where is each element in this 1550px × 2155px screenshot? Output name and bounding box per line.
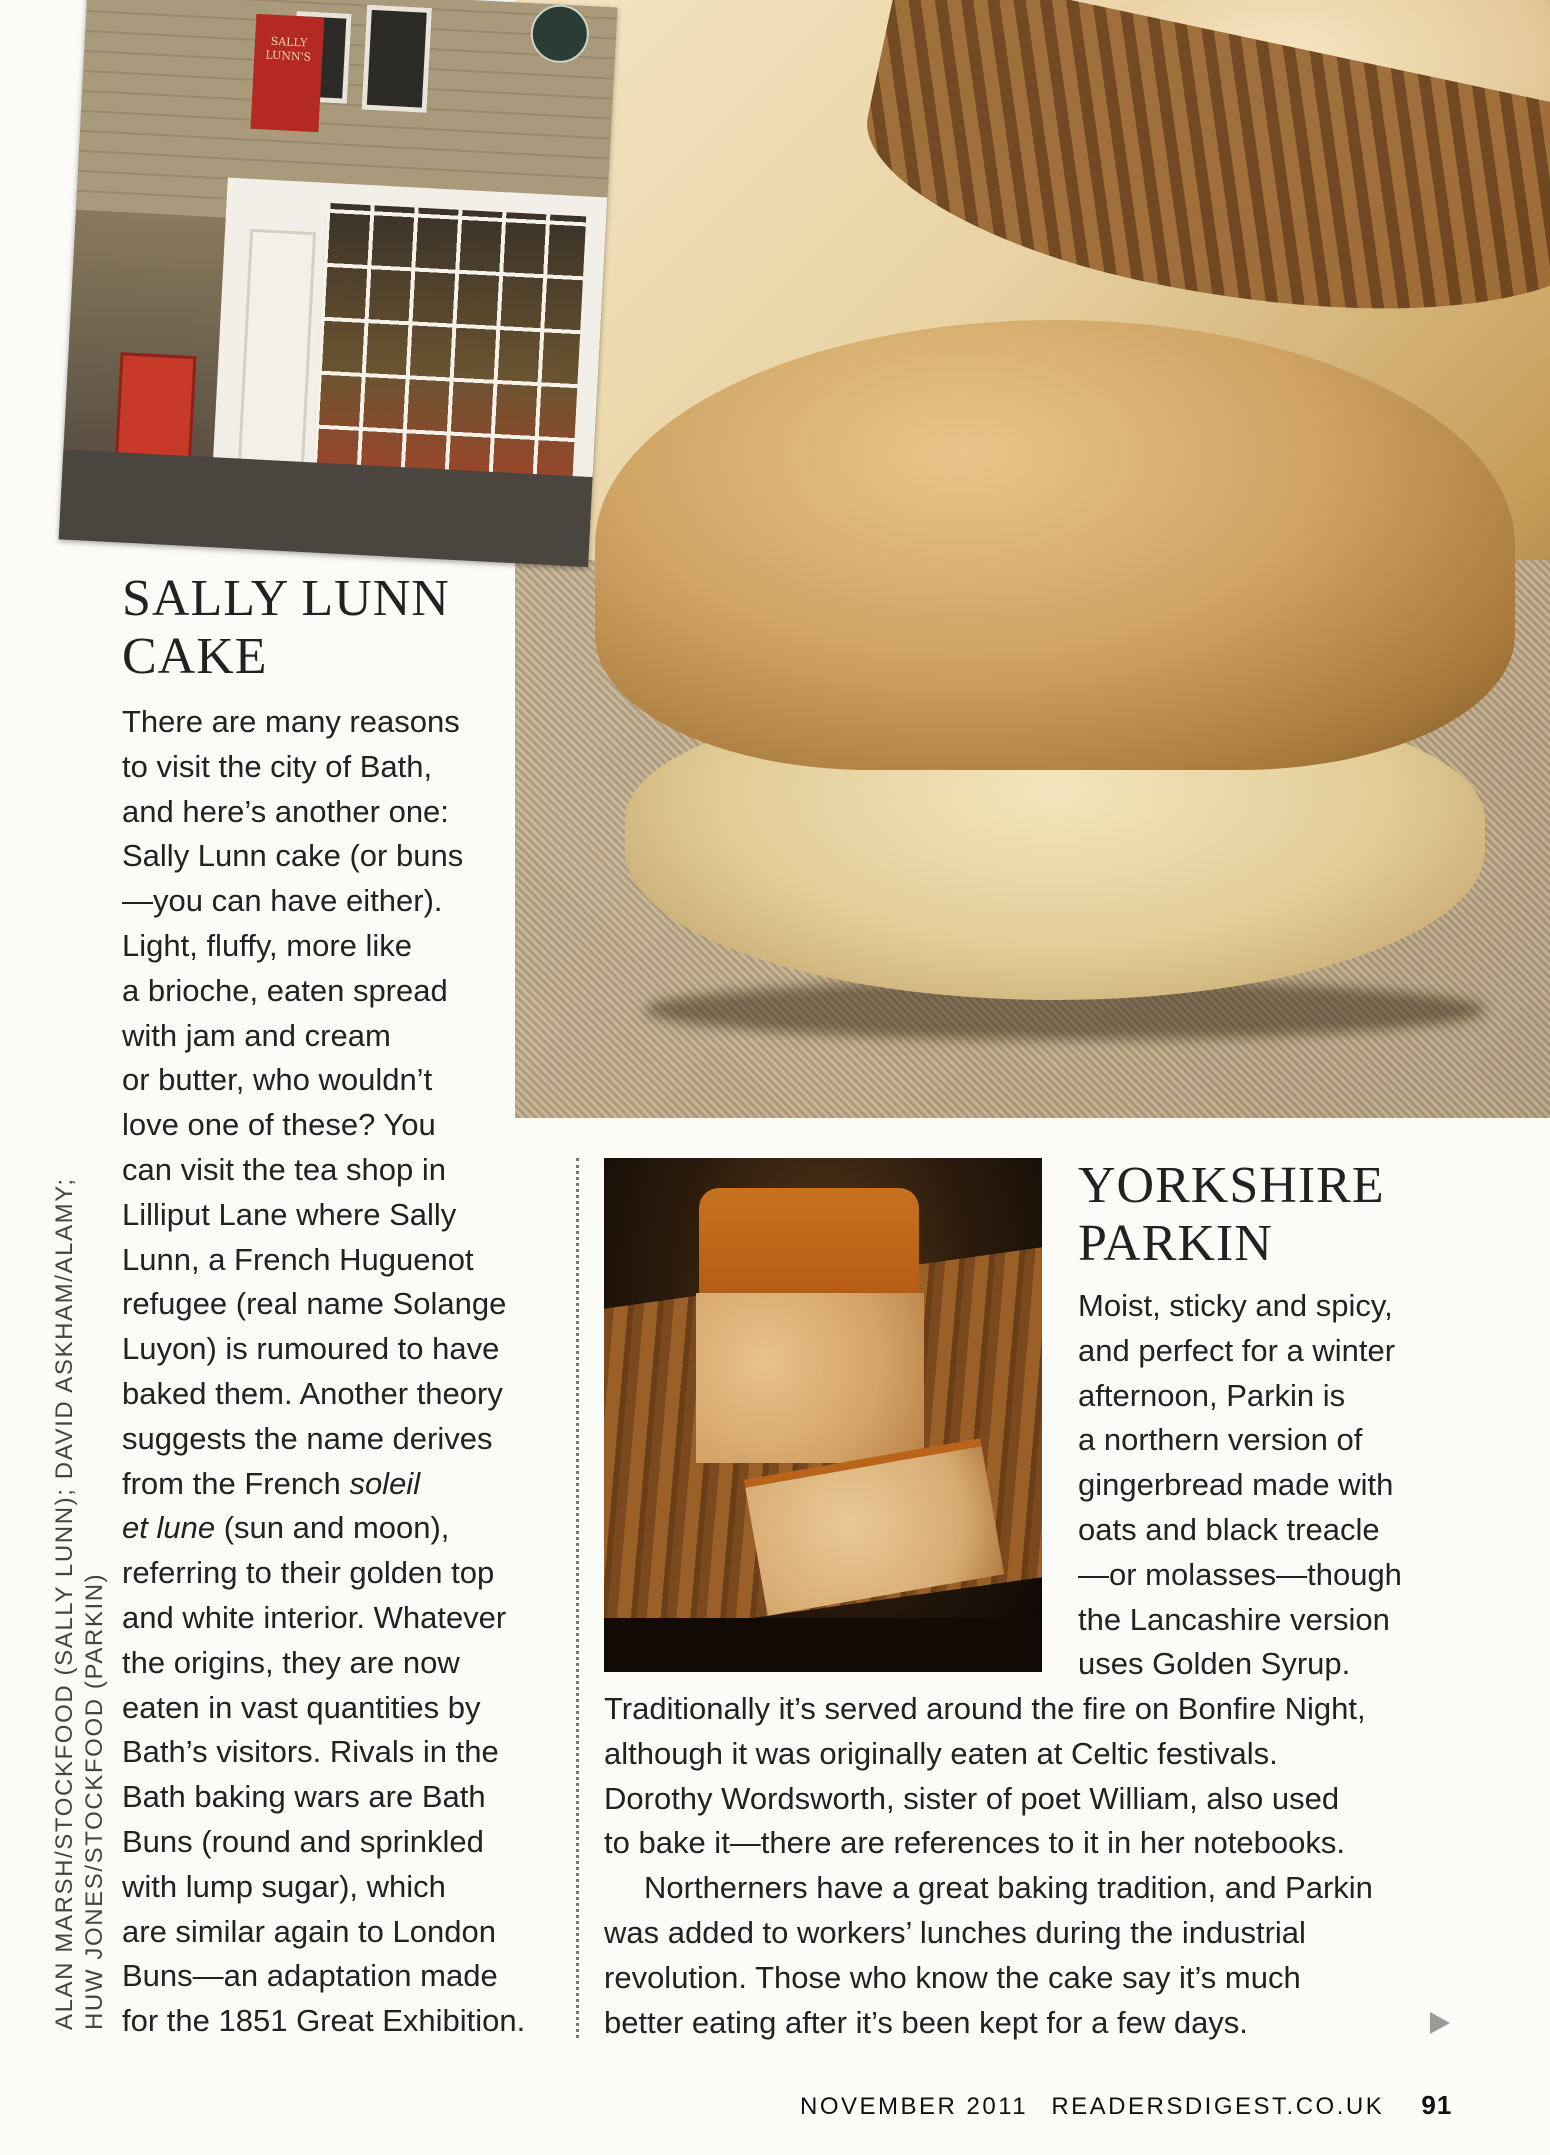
photo-credit-line: ALAN MARSH/STOCKFOOD (SALLY LUNN); DAVID ASKHAM/ALAMY; [51,1177,78,2030]
text-line: oats and black treacle [1078,1511,1380,1547]
shop-sign-text: SALLY LUNN'S [265,34,312,64]
text-line: can visit the tea shop in [122,1151,446,1187]
text-line [122,1462,572,1507]
text-line: a northern version of [1078,1422,1363,1458]
text-line: baked them. Another theory [122,1375,503,1411]
photo-shadow [604,1618,1042,1672]
photo-credit-line: HUW JONES/STOCKFOOD (PARKIN) [81,1572,108,2030]
text-line: the origins, they are now [122,1644,460,1680]
text-line: are similar again to London [122,1913,496,1949]
text-line: a brioche, eaten spread [122,972,448,1008]
heading-line: PARKIN [1078,1215,1273,1272]
column-divider [576,1158,579,2038]
text-line: Luyon) is rumoured to have [122,1331,500,1367]
text-line: Buns (round and sprinkled [122,1823,484,1859]
italic-term: et lune [122,1510,216,1546]
text-line: Bath’s visitors. Rivals in the [122,1734,499,1770]
text-line: referring to their golden top [122,1555,495,1591]
sally-lunn-heading [122,570,542,686]
parkin-intro [1078,1284,1518,1687]
text-line: was added to workers’ lunches during the industrial [604,1914,1306,1950]
heading-line: CAKE [122,628,268,685]
tea-shop-photo [59,0,618,567]
loaf-crust [699,1188,919,1298]
text-fragment: from the French [122,1465,341,1501]
text-line: There are many reasons [122,704,460,739]
text-line: to visit the city of Bath, [122,748,433,784]
text-line: Lunn, a French Huguenot [122,1241,474,1277]
bay-window [312,203,586,496]
page-number: 91 [1421,2090,1453,2120]
text-line: Dorothy Wordsworth, sister of poet William, also used [604,1780,1340,1816]
parkin-photo [604,1158,1042,1672]
text-line: Traditionally it’s served around the fire on Bonfire Night, [604,1691,1366,1726]
text-line [122,1506,572,1551]
text-line: gingerbread made with [1078,1467,1394,1503]
text-line: Lilliput Lane where Sally [122,1196,457,1232]
sally-lunn-bun-photo [515,0,1550,1118]
continue-arrow-icon [1430,2012,1450,2034]
text-line: afternoon, Parkin is [1078,1377,1346,1413]
text-line: refugee (real name Solange [122,1286,507,1322]
text-line: Northerners have a great baking tradition, and Parkin [644,1870,1373,1906]
yorkshire-parkin-heading [1078,1157,1518,1273]
page-footer [800,2090,1452,2121]
issue-date: NOVEMBER 2011 [800,2093,1029,2120]
site-url: READERSDIGEST.CO.UK [1051,2093,1385,2120]
shop-door [238,229,316,468]
text-line: Bath baking wars are Bath [122,1779,486,1815]
text-line: eaten in vast quantities by [122,1689,481,1725]
heading-line: YORKSHIRE [1078,1157,1385,1214]
text-line: uses Golden Syrup. [1078,1646,1351,1682]
text-line: Sally Lunn cake (or buns [122,838,464,874]
parkin-body [604,1687,1494,2045]
text-line: for the 1851 Great Exhibition. [122,2003,526,2039]
text-line: Buns—an adaptation made [122,1958,498,1994]
text-line: revolution. Those who know the cake say it’s much [604,1959,1301,1995]
bun-top [595,320,1515,770]
sally-lunn-body [122,700,572,2044]
italic-term: soleil [349,1465,421,1501]
text-line: or butter, who wouldn’t [122,1062,433,1098]
text-fragment: (sun and moon), [215,1510,450,1546]
text-line: —you can have either). [122,883,443,919]
parkin-loaf [696,1293,924,1463]
text-line: suggests the name derives [122,1420,493,1456]
text-line: —or molasses—though [1078,1556,1402,1592]
text-line: Moist, sticky and spicy, [1078,1288,1393,1323]
text-line: love one of these? You [122,1107,436,1143]
text-line: the Lancashire version [1078,1601,1390,1637]
text-line: and perfect for a winter [1078,1332,1396,1368]
text-line: to bake it—there are references to it in her notebooks. [604,1825,1345,1861]
text-line: with lump sugar), which [122,1868,446,1904]
text-line: better eating after it’s been kept for a few days. [604,2004,1248,2040]
text-line: and white interior. Whatever [122,1599,507,1635]
shop-sign [250,14,324,132]
text-line: with jam and cream [122,1017,391,1053]
text-line: Light, fluffy, more like [122,927,413,963]
upper-window [362,5,432,113]
photo-credit [50,1130,110,2030]
text-line: although it was originally eaten at Celtic festivals. [604,1735,1278,1771]
heading-line: SALLY LUNN [122,570,450,627]
text-line: and here’s another one: [122,793,449,829]
